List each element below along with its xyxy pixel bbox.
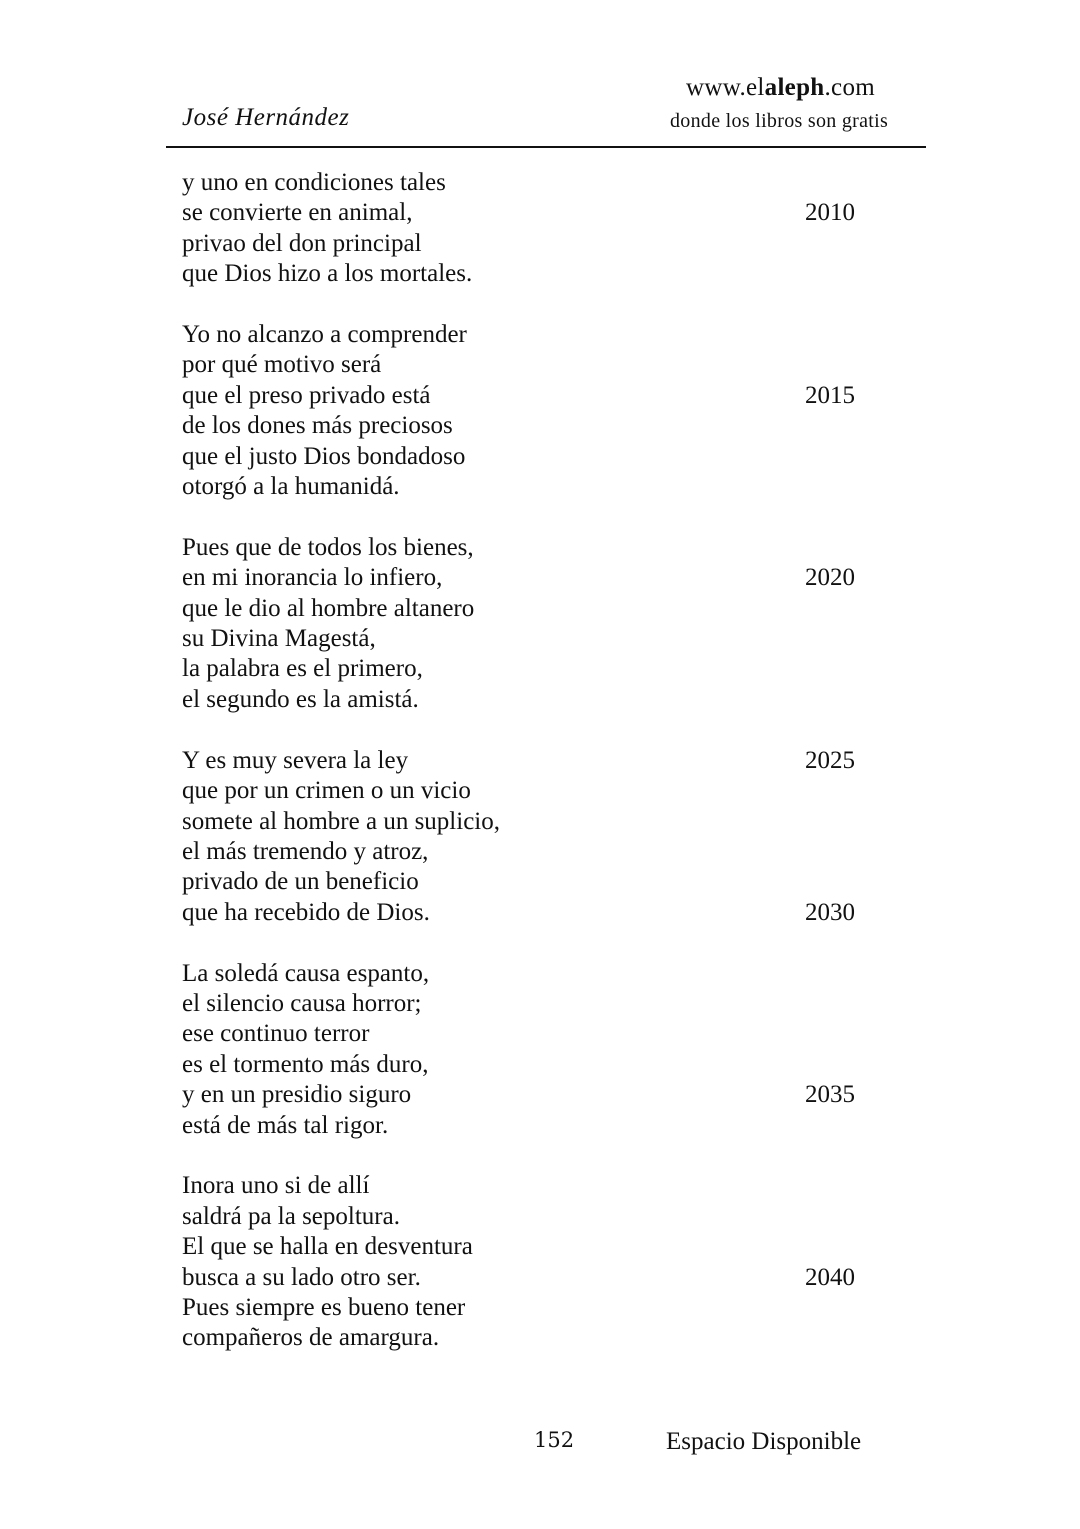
site-prefix: www.el <box>686 74 765 101</box>
verse-line <box>182 1323 882 1353</box>
verse-line <box>182 350 882 380</box>
verse-line <box>182 989 882 1019</box>
stanza <box>182 1171 882 1353</box>
verse-line <box>182 1050 882 1080</box>
verse-line <box>182 898 882 928</box>
verse-line <box>182 1080 882 1110</box>
verse-text: saldrá pa la sepoltura. <box>182 1202 400 1230</box>
verse-line <box>182 229 882 259</box>
verse-text: otorgó a la humanidá. <box>182 473 400 501</box>
poem-body <box>182 168 882 1384</box>
header-divider <box>166 146 926 148</box>
verse-line <box>182 320 882 350</box>
verse-text: Inora uno si de allí <box>182 1172 370 1200</box>
site-bold: aleph <box>764 74 825 101</box>
verse-text: la palabra es el primero, <box>182 655 423 683</box>
verse-line <box>182 624 882 654</box>
line-number: 2020 <box>805 564 855 592</box>
verse-line <box>182 1293 882 1323</box>
header-site-url[interactable] <box>686 74 875 102</box>
verse-line <box>182 959 882 989</box>
verse-text: compañeros de amargura. <box>182 1324 440 1352</box>
verse-text: el más tremendo y atroz, <box>182 837 429 865</box>
verse-line <box>182 746 882 776</box>
verse-text: que ha recebido de Dios. <box>182 898 430 926</box>
verse-line <box>182 563 882 593</box>
verse-text: por qué motivo será <box>182 351 382 379</box>
verse-text: y uno en condiciones tales <box>182 169 446 196</box>
verse-line <box>182 685 882 715</box>
verse-text: el segundo es la amistá. <box>182 685 419 713</box>
stanza <box>182 168 882 290</box>
verse-text: Yo no alcanzo a comprender <box>182 321 467 349</box>
verse-text: es el tormento más duro, <box>182 1050 429 1078</box>
verse-text: Pues que de todos los bienes, <box>182 533 474 561</box>
verse-line <box>182 168 882 198</box>
verse-text: ese continuo terror <box>182 1020 370 1048</box>
verse-line <box>182 594 882 624</box>
verse-line <box>182 1111 882 1141</box>
verse-text: El que se halla en desventura <box>182 1233 473 1261</box>
verse-line <box>182 472 882 502</box>
verse-text: que Dios hizo a los mortales. <box>182 260 473 288</box>
verse-text: La soledá causa espanto, <box>182 959 430 987</box>
verse-line <box>182 411 882 441</box>
verse-line <box>182 259 882 289</box>
verse-line <box>182 1232 882 1262</box>
verse-text: el silencio causa horror; <box>182 989 422 1017</box>
verse-line <box>182 442 882 472</box>
verse-line <box>182 533 882 563</box>
verse-text: su Divina Magestá, <box>182 625 376 653</box>
verse-line <box>182 1263 882 1293</box>
verse-text: Pues siempre es bueno tener <box>182 1294 466 1321</box>
verse-line <box>182 1019 882 1049</box>
header-tagline: donde los libros son gratis <box>670 110 889 132</box>
verse-line <box>182 381 882 411</box>
verse-text: que por un crimen o un vicio <box>182 777 471 805</box>
line-number: 2010 <box>805 199 855 227</box>
line-number: 2025 <box>805 746 855 774</box>
verse-text: Y es muy severa la ley <box>182 746 409 774</box>
line-number: 2030 <box>805 898 855 926</box>
page-number: 152 <box>534 1428 575 1452</box>
stanza <box>182 959 882 1141</box>
line-number: 2015 <box>805 381 855 409</box>
verse-text: privao del don principal <box>182 229 422 257</box>
verse-text: se convierte en animal, <box>182 199 413 227</box>
verse-text: y en un presidio siguro <box>182 1081 412 1109</box>
verse-line <box>182 837 882 867</box>
verse-text: en mi inorancia lo infiero, <box>182 564 443 592</box>
verse-line <box>182 198 882 228</box>
verse-line <box>182 1202 882 1232</box>
verse-text: privado de un beneficio <box>182 868 419 896</box>
line-number: 2035 <box>805 1081 855 1109</box>
stanza <box>182 746 882 928</box>
verse-line <box>182 654 882 684</box>
verse-line <box>182 807 882 837</box>
verse-text: que el preso privado está <box>182 381 431 409</box>
site-suffix: .com <box>824 74 875 101</box>
verse-text: somete al hombre a un suplicio, <box>182 807 500 835</box>
verse-line <box>182 776 882 806</box>
footer-note: Espacio Disponible <box>666 1428 862 1455</box>
stanza <box>182 320 882 502</box>
verse-line <box>182 1171 882 1201</box>
verse-text: que le dio al hombre altanero <box>182 594 475 622</box>
verse-text: busca a su lado otro ser. <box>182 1263 421 1291</box>
line-number: 2040 <box>805 1263 855 1291</box>
verse-text: está de más tal rigor. <box>182 1111 389 1139</box>
stanza <box>182 533 882 715</box>
verse-text: que el justo Dios bondadoso <box>182 442 466 470</box>
verse-text: de los dones más preciosos <box>182 412 453 440</box>
header-author: José Hernández <box>182 104 350 131</box>
verse-line <box>182 867 882 897</box>
